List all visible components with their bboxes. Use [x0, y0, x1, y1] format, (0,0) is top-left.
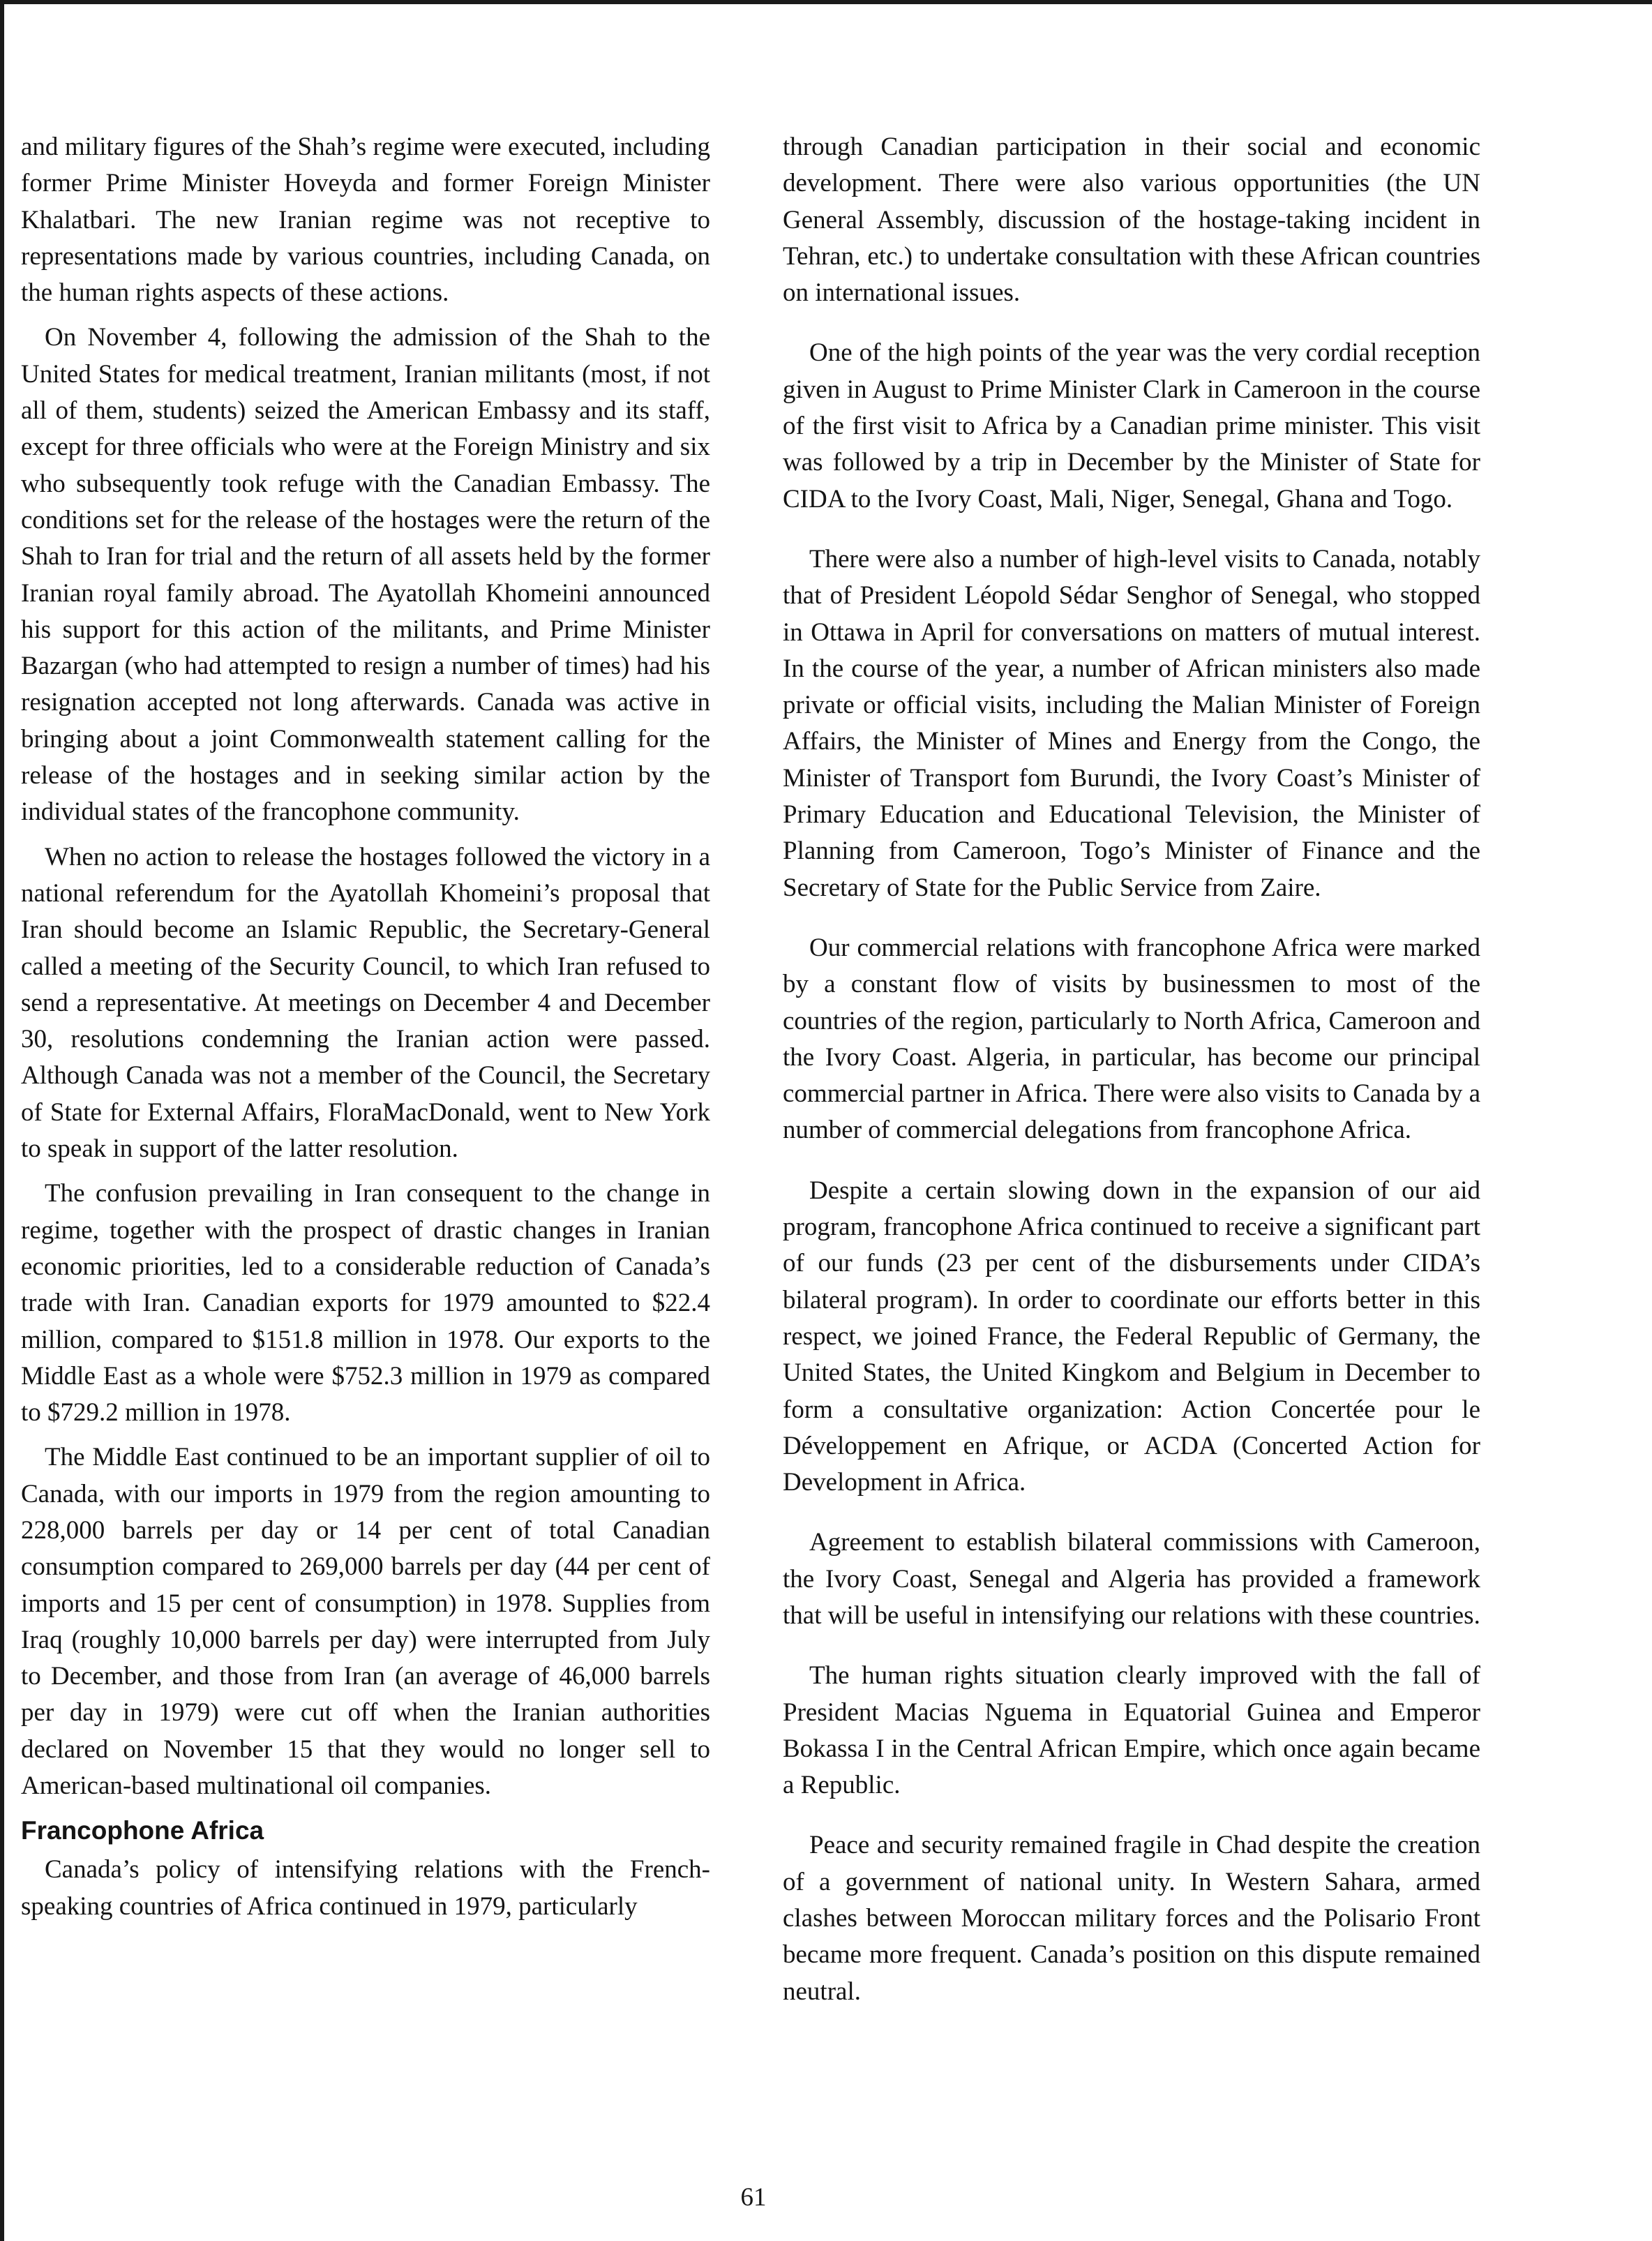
page-left-border	[0, 0, 4, 2241]
left-column	[21, 129, 710, 1933]
paragraph: The confusion prevailing in Iran consequent to the change in regime, together with the prospect of drastic changes in Iranian economic priorities, led to a considerable reduction of Canada’s trade with Iran. Canadian exports for 1979 amounted to $22.4 million, compared to $151.8 million in 1978. Our exports to the Middle East as a whole were $752.3 million in 1979 as compared to $729.2 million in 1978.	[21, 1179, 710, 1427]
page-top-border	[0, 0, 1652, 4]
paragraph: Our commercial relations with francophone Africa were marked by a constant flow of visits by businessmen to most of the countries of the region, particularly to North Africa, Cameroon and the Ivory Coast. Algeria, in particular, has become our principal commercial partner in Africa. There were also visits to Canada by a number of commercial delegations from francophone Africa.	[783, 933, 1480, 1145]
paragraph: One of the high points of the year was the very cordial reception given in August to Prime Minister Clark in Cameroon in the course of the first visit to Africa by a Canadian prime minister. This visit was followed by a trip in December by the Minister of State for CIDA to the Ivory Coast, Mali, Niger, Senegal, Ghana and Togo.	[783, 338, 1480, 514]
paragraph: On November 4, following the admission of the Shah to the United States for medical treatment, Iranian militants (most, if not all of them, students) seized the American Embassy and its staff, except for three officials who were at the Foreign Ministry and six who subsequently took refuge with the Canadian Embassy. The conditions set for the release of the hostages were the return of the Shah to Iran for trial and the return of all assets held by the former Iranian royal family abroad. The Ayatollah Khomeini announced his support for this action of the militants, and Prime Minister Bazargan (who had attempted to resign a number of times) had his resignation accepted not long afterwards. Canada was active in bringing about a joint Commonwealth statement calling for the release of the hostages and in seeking similar action by the individual states of the francophone community.	[21, 323, 710, 827]
paragraph: Agreement to establish bilateral commissions with Cameroon, the Ivory Coast, Senegal and Algeria has provided a framework that will be useful in intensifying our relations with these countries.	[783, 1528, 1480, 1630]
paragraph: The Middle East continued to be an important supplier of oil to Canada, with our imports in 1979 from the region amounting to 228,000 barrels per day or 14 per cent of total Canadian consumption compared to 269,000 barrels per day (44 per cent of imports and 15 per cent of consumption) in 1978. Supplies from Iraq (roughly 10,000 barrels per day) were interrupted from July to December, and those from Iran (an average of 46,000 barrels per day in 1979) were cut off when the Iranian authorities declared on November 15 that they would no longer sell to American-based multinational oil companies.	[21, 1443, 710, 1801]
paragraph: There were also a number of high-level visits to Canada, notably that of President Léopold Sédar Senghor of Senegal, who stopped in Ottawa in April for conversations on matters of mutual interest. In the course of the year, a number of African ministers also made private or official visits, including the Malian Minister of Foreign Affairs, the Minister of Mines and Energy from the Congo, the Minister of Transport fom Burundi, the Ivory Coast’s Minister of Primary Education and Educational Television, the Minister of Planning from Cameroon, Togo’s Minister of Finance and the Secretary of State for the Public Service from Zaire.	[783, 544, 1480, 902]
paragraph: through Canadian participation in their social and economic development. There were also various opportunities (the UN General Assembly, discussion of the hostage-taking incident in Tehran, etc.) to undertake consultation with these African countries on international issues.	[783, 133, 1480, 308]
paragraph: Despite a certain slowing down in the expansion of our aid program, francophone Africa continued to receive a significant part of our funds (23 per cent of the disbursements under CIDA’s bilateral program). In order to coordinate our efforts better in this respect, we joined France, the Federal Republic of Germany, the United States, the United Kingkom and Belgium in December to form a consultative organization: Action Concertée pour le Développement en Afrique, or ACDA (Concerted Action for Development in Africa.	[783, 1176, 1480, 1497]
paragraph: and military figures of the Shah’s regime were executed, including former Prime Minister Hoveyda and former Foreign Minister Khalatbari. The new Iranian regime was not receptive to representations made by various countries, including Canada, on the human rights aspects of these actions.	[21, 133, 710, 308]
page-number: 61	[740, 2183, 767, 2212]
paragraph: When no action to release the hostages followed the victory in a national referendum for the Ayatollah Khomeini’s proposal that Iran should become an Islamic Republic, the Secretary-General called a meeting of the Security Council, to which Iran refused to send a representative. At meetings on December 4 and December 30, resolutions condemning the Iranian action were passed. Although Canada was not a member of the Council, the Secretary of State for External Affairs, FloraMacDonald, went to New York to speak in support of the latter resolution.	[21, 842, 710, 1164]
paragraph: Peace and security remained fragile in Chad despite the creation of a government of national unity. In Western Sahara, armed clashes between Moroccan military forces and the Polisario Front became more frequent. Canada’s position on this dispute remained neutral.	[783, 1831, 1480, 2006]
right-column	[783, 129, 1480, 2034]
paragraph: Canada’s policy of intensifying relations with the Frenchspeaking countries of Africa continued in 1979, particularly	[21, 1855, 710, 1921]
paragraph: The human rights situation clearly improved with the fall of President Macias Nguema in Equatorial Guinea and Emperor Bokassa I in the Central African Empire, which once again became a Republic.	[783, 1661, 1480, 1800]
section-heading: Francophone Africa	[21, 1816, 264, 1845]
